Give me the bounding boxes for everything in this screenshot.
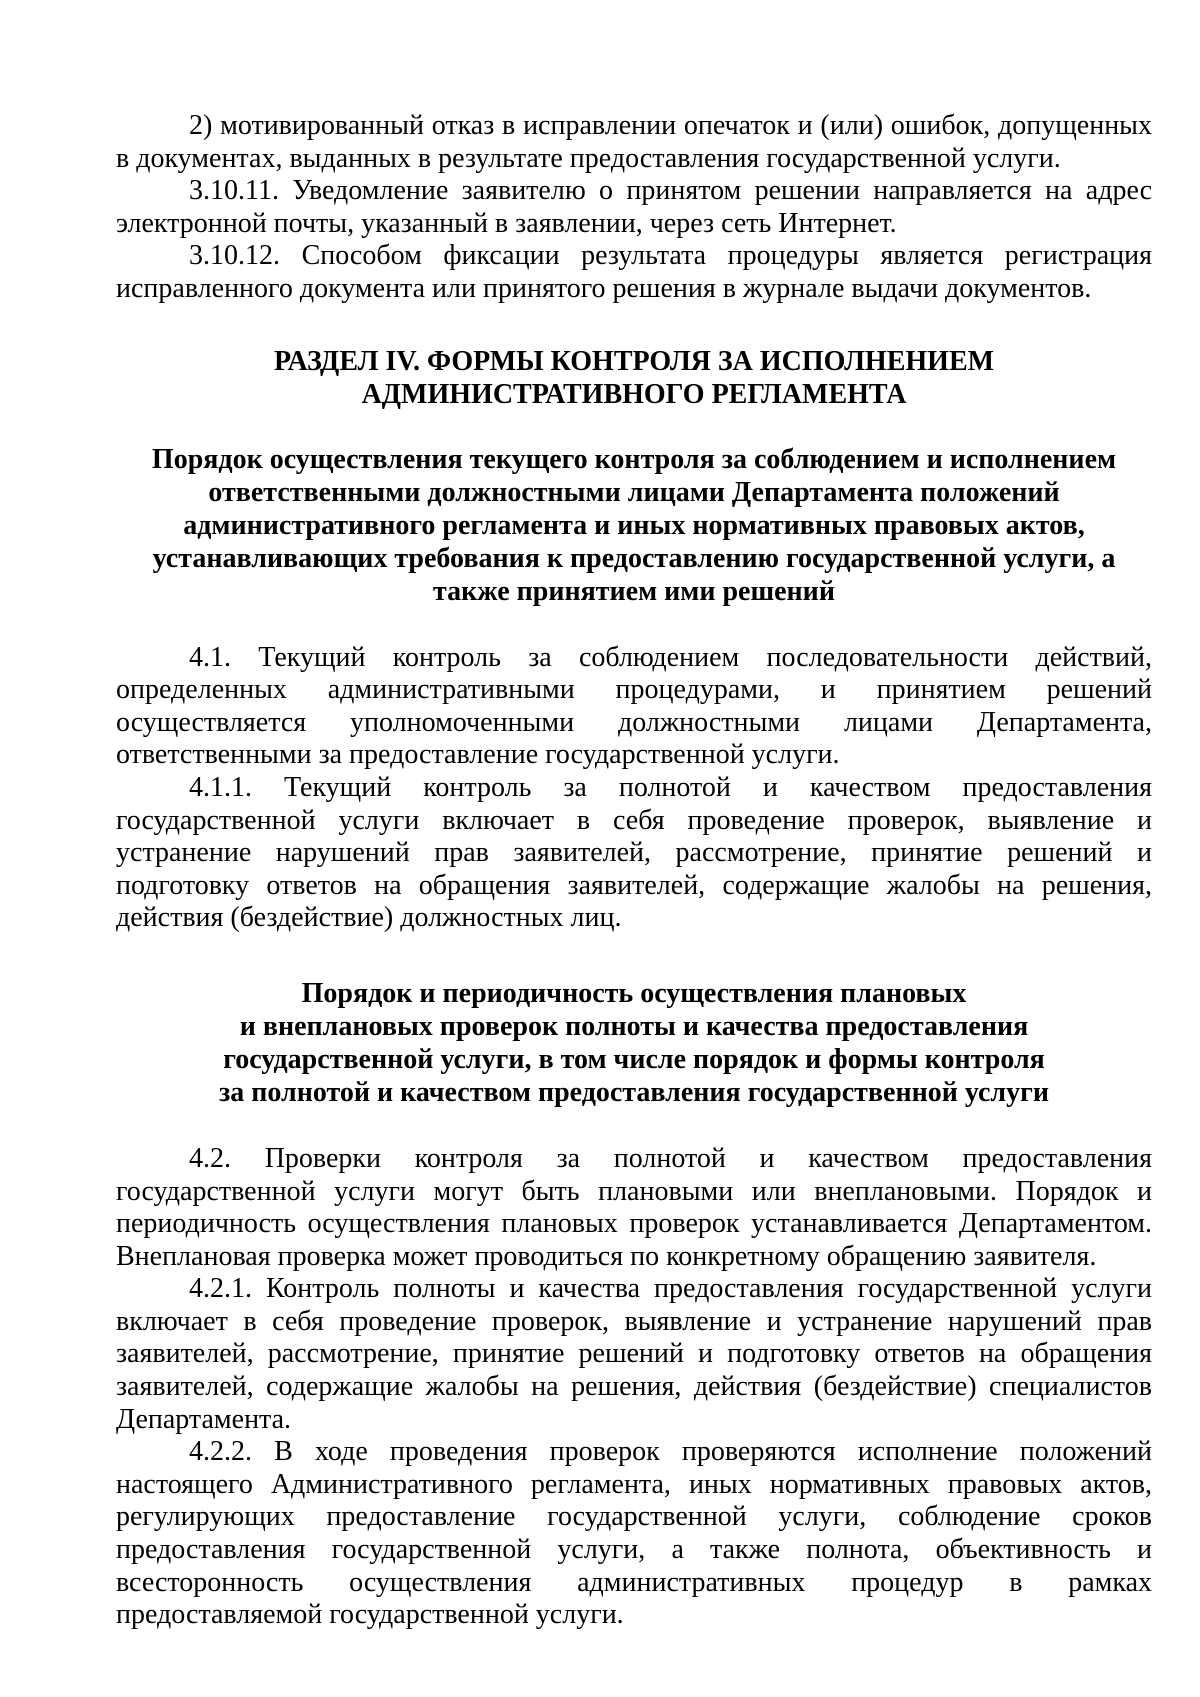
subsection-title-line: устанавливающих требования к предоставлению государственной услуги, а [152,542,1116,574]
paragraph-4-2-1: 4.2.1. Контроль полноты и качества предоставления государственной услуги включает в себя проведение проверок, выявление и устранение нарушений прав заявителей, рассмотрение, принятие решений и подготовку ответов на обращения заявителей, содержащие жалобы на решения, действия (бездействие) специалистов Департамента. [116,1273,1152,1435]
subsection-title-line: Порядок осуществления текущего контроля за соблюдением и исполнением [151,443,1117,475]
subsection-title-line: государственной услуги, в том числе порядок и формы контроля [223,1043,1045,1075]
subsection-title-line: Порядок и периодичность осуществления плановых [301,977,967,1009]
subsection-title-line: ответственными должностными лицами Департамента положений [208,476,1060,508]
subsection-title-line: также принятием ими решений [433,575,835,607]
paragraph-3-10-12: 3.10.12. Способом фиксации результата процедуры является регистрация исправленного документа или принятого решения в журнале выдачи документов. [116,240,1152,304]
subsection-title-line: административного регламента и иных нормативных правовых актов, [183,509,1085,541]
paragraph-refusal-item: 2) мотивированный отказ в исправлении опечаток и (или) ошибок, допущенных в документах, выданных в результате предоставления государственной услуги. [116,110,1152,174]
paragraph-3-10-11: 3.10.11. Уведомление заявителю о принятом решении направляется на адрес электронной почты, указанный в заявлении, через сеть Интернет. [116,175,1152,239]
section-title [116,345,1152,411]
subsection-title-inspections [116,977,1152,1109]
document-page [116,110,1152,1632]
paragraph-4-2-2: 4.2.2. В ходе проведения проверок проверяются исполнение положений настоящего Административного регламента, иных нормативных правовых актов, регулирующих предоставление государственной услуги, соблюдение сроков предоставления государственной услуги, а также полнота, объективность и всесторонность осуществления административных процедур в рамках предоставляемой государственной услуги. [116,1436,1152,1631]
subsection-title-current-control [116,443,1152,608]
subsection-title-line: и внеплановых проверок полноты и качества предоставления [239,1010,1029,1042]
paragraph-4-1: 4.1. Текущий контроль за соблюдением последовательности действий, определенных административными процедурами, и принятием решений осуществляется уполномоченными должностными лицами Департамента, ответственными за предоставление государственной услуги. [116,641,1152,771]
section-title-line: РАЗДЕЛ IV. ФОРМЫ КОНТРОЛЯ ЗА ИСПОЛНЕНИЕМ [273,345,995,377]
subsection-title-line: за полнотой и качеством предоставления государственной услуги [219,1076,1049,1108]
paragraph-4-1-1: 4.1.1. Текущий контроль за полнотой и качеством предоставления государственной услуги включает в себя проведение проверок, выявление и устранение нарушений прав заявителей, рассмотрение, принятие решений и подготовку ответов на обращения заявителей, содержащие жалобы на решения, действия (бездействие) должностных лиц. [116,771,1152,934]
paragraph-4-2: 4.2. Проверки контроля за полнотой и качеством предоставления государственной услуги могут быть плановыми или внеплановыми. Порядок и периодичность осуществления плановых проверок устанавливается Департаментом. Внеплановая проверка может проводиться по конкретному обращению заявителя. [116,1142,1152,1272]
section-title-line: АДМИНИСТРАТИВНОГО РЕГЛАМЕНТА [361,378,907,410]
